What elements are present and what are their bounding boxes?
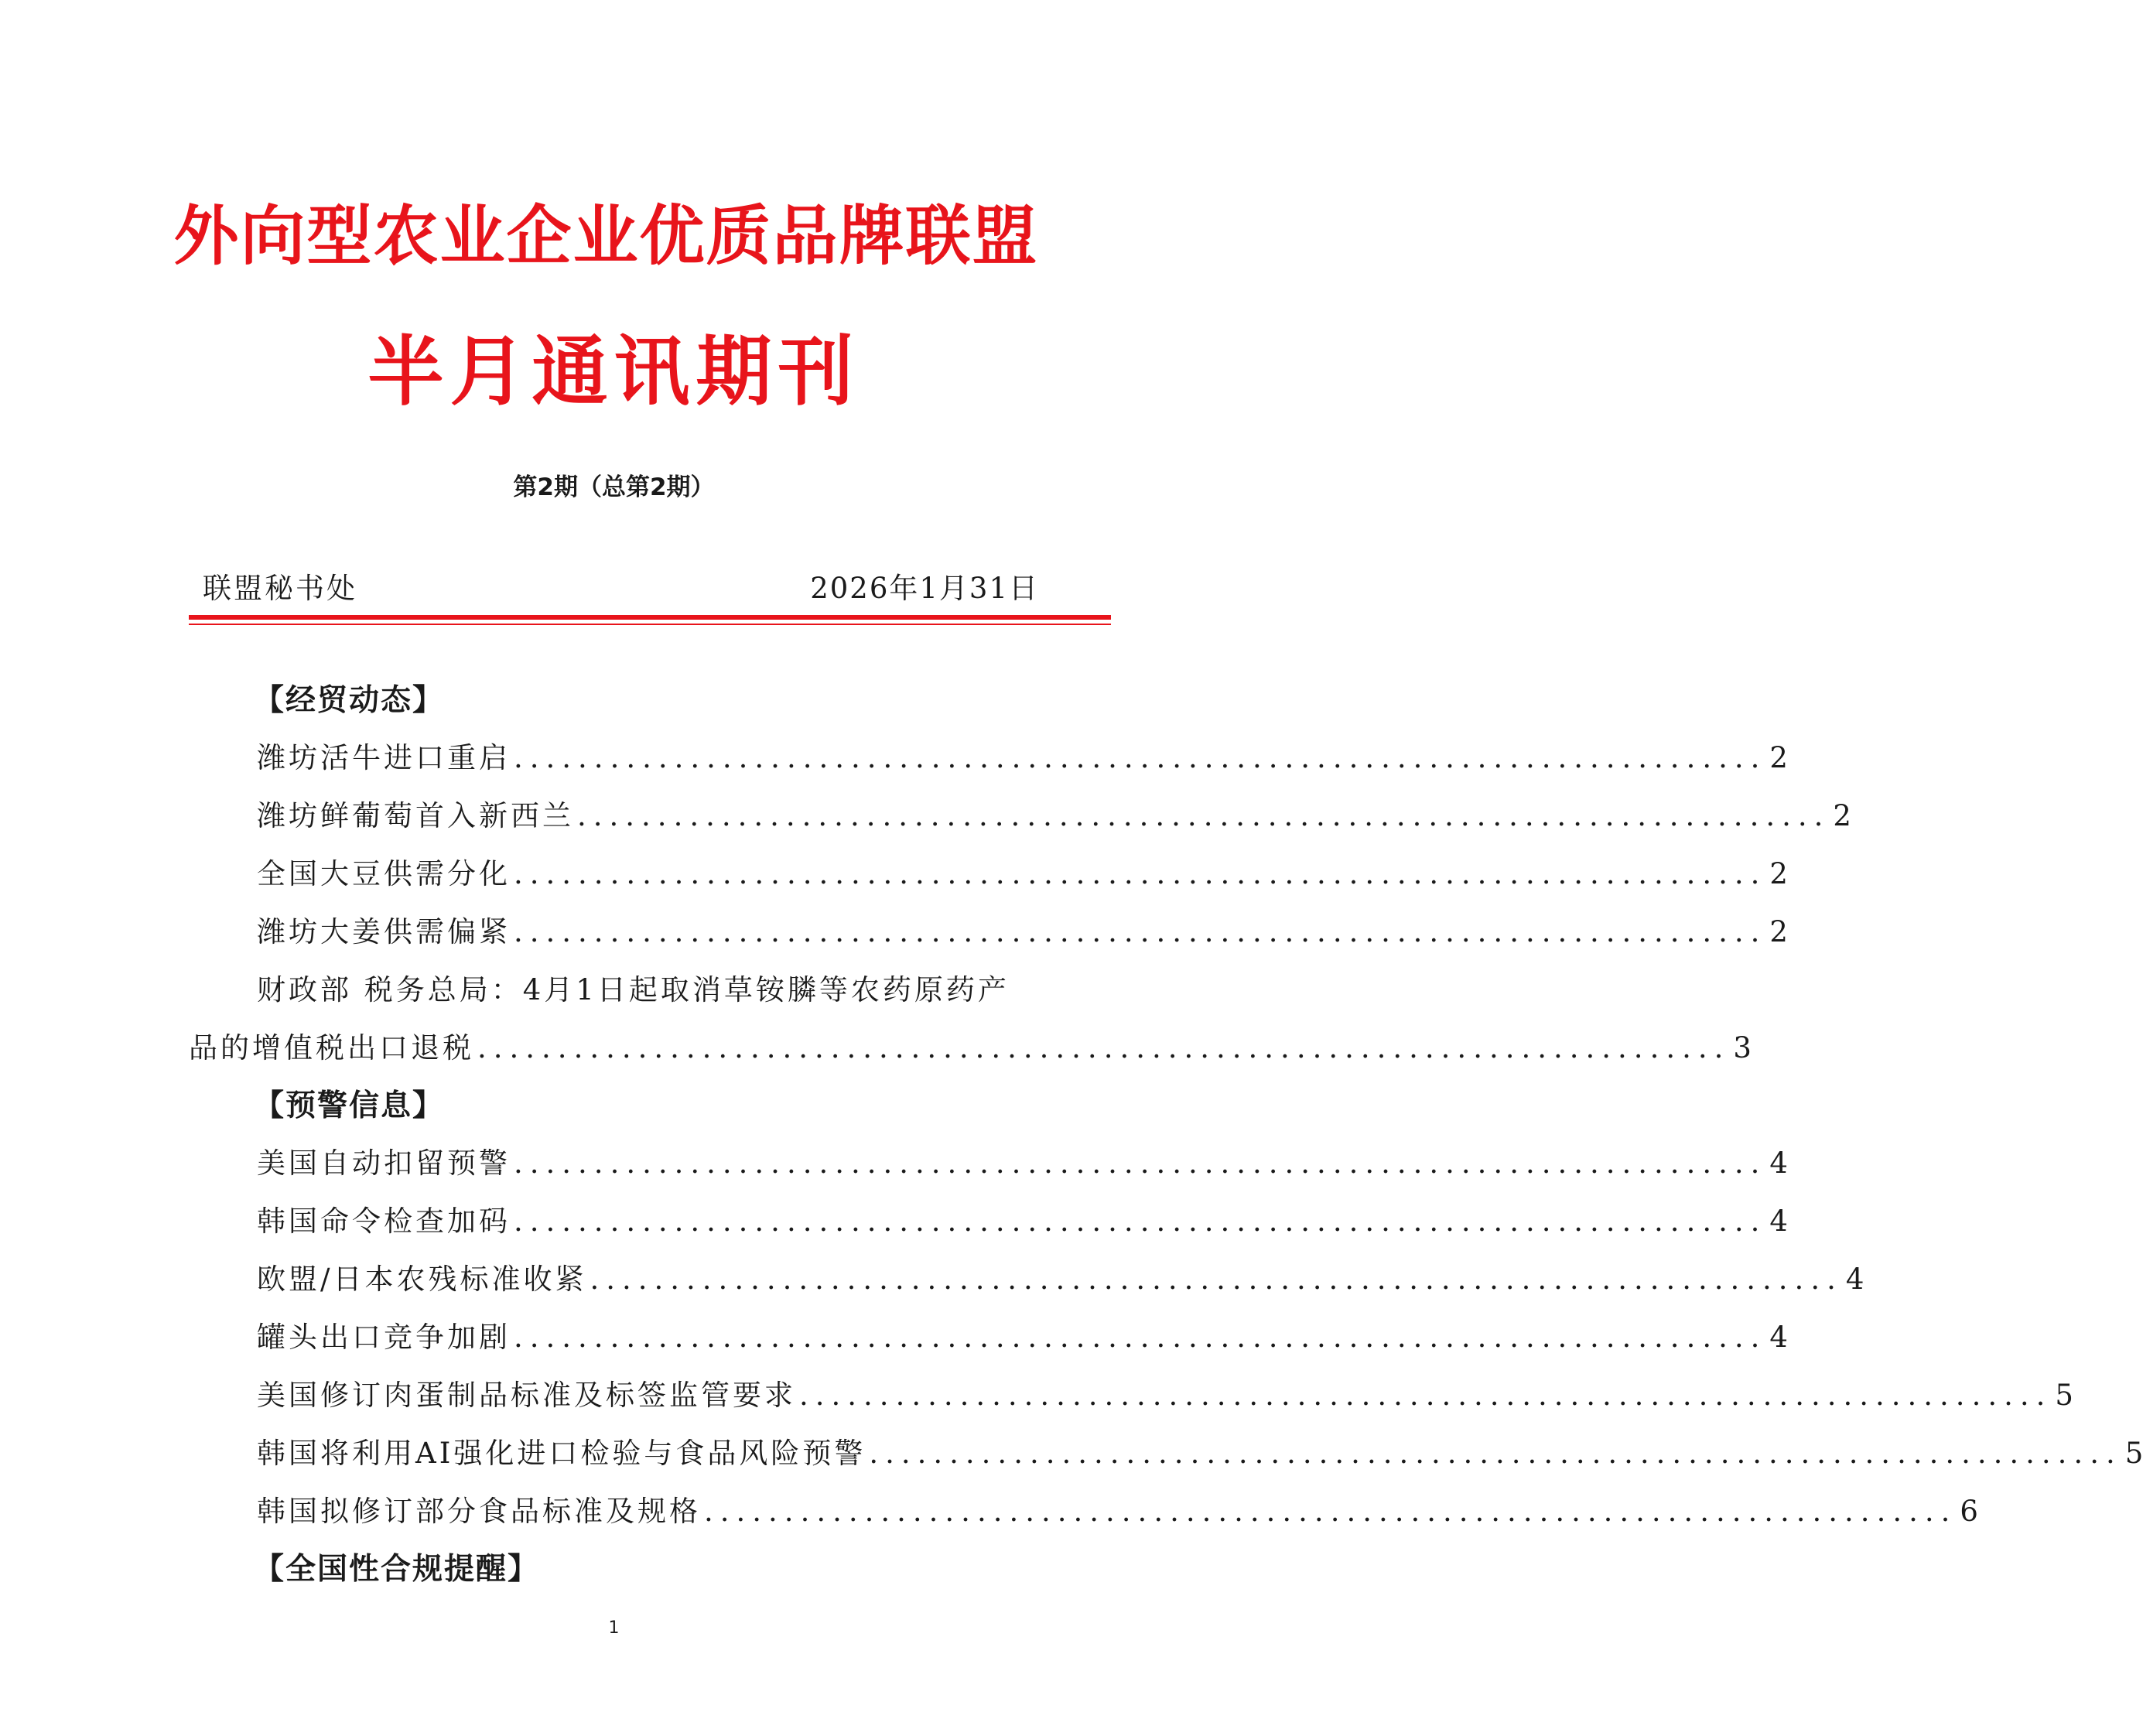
toc-entry[interactable] xyxy=(189,961,1752,1077)
toc-entry[interactable] xyxy=(189,845,1788,903)
publication-subtitle: 半月通讯期刊 xyxy=(367,327,860,416)
toc-entry-page: 2 xyxy=(1769,741,1788,774)
table-of-contents xyxy=(189,672,2143,1598)
toc-entry[interactable] xyxy=(189,1424,2143,1482)
toc-entry-page: 2 xyxy=(1833,799,1851,832)
toc-entry-page: 6 xyxy=(1960,1495,1978,1528)
toc-entry-page: 4 xyxy=(1845,1263,1864,1296)
page-number: 1 xyxy=(608,1618,620,1638)
toc-section-heading: 【全国性合规提醒】 xyxy=(254,1551,540,1587)
toc-entry[interactable] xyxy=(189,1482,1978,1540)
toc-section-heading: 【预警信息】 xyxy=(254,1088,445,1123)
toc-entry-page: 4 xyxy=(1769,1147,1788,1180)
header-rule-thin xyxy=(189,624,1111,625)
toc-entry-label: 美国修订肉蛋制品标准及标签监管要求 xyxy=(257,1379,796,1412)
toc-leader-dots: .............................................................................. xyxy=(590,1263,1843,1296)
toc-leader-dots: .............................................................................. xyxy=(477,1031,1731,1064)
publish-date: 2026年1月31日 xyxy=(810,572,1039,605)
toc-leader-dots: .............................................................................. xyxy=(514,915,1767,948)
toc-entry-label: 美国自动扣留预警 xyxy=(257,1147,511,1180)
toc-entry[interactable] xyxy=(189,729,1788,787)
toc-entry[interactable] xyxy=(189,1192,1788,1250)
toc-leader-dots: .............................................................................. xyxy=(704,1495,1957,1528)
toc-entry-label: 潍坊活牛进口重启 xyxy=(257,741,511,774)
toc-entry-page: 4 xyxy=(1769,1205,1788,1238)
toc-entry-label-line1: 财政部 税务总局：4月1日起取消草铵膦等农药原药产 xyxy=(257,973,1010,1006)
toc-leader-dots: .............................................................................. xyxy=(869,1437,2122,1470)
toc-leader-dots: .............................................................................. xyxy=(799,1379,2052,1412)
toc-entry[interactable] xyxy=(189,1308,1788,1366)
toc-entry-label: 欧盟/日本农残标准收紧 xyxy=(257,1263,587,1296)
toc-entry-page: 5 xyxy=(2055,1379,2073,1412)
toc-entry-label: 韩国命令检查加码 xyxy=(257,1205,511,1238)
toc-entry-label: 潍坊大姜供需偏紧 xyxy=(257,915,511,948)
toc-leader-dots: .............................................................................. xyxy=(577,799,1830,832)
toc-entry-page: 2 xyxy=(1769,915,1788,948)
header-rule-thick xyxy=(189,615,1111,620)
toc-entry[interactable] xyxy=(189,1134,1788,1192)
toc-leader-dots: .............................................................................. xyxy=(514,741,1767,774)
toc-section-heading: 【经贸动态】 xyxy=(254,682,445,718)
issue-number: 第2期（总第2期） xyxy=(513,473,715,501)
toc-entry-label: 韩国拟修订部分食品标准及规格 xyxy=(257,1495,701,1528)
toc-entry-label-line2: 品的增值税出口退税 xyxy=(189,1031,474,1064)
publication-title: 外向型农业企业优质品牌联盟 xyxy=(173,197,1039,274)
toc-entry-page: 2 xyxy=(1769,857,1788,890)
toc-entry-label: 潍坊鲜葡萄首入新西兰 xyxy=(257,799,574,832)
toc-entry-page: 5 xyxy=(2124,1437,2143,1470)
toc-entry-label: 罐头出口竞争加剧 xyxy=(257,1321,511,1354)
publisher: 联盟秘书处 xyxy=(203,572,357,605)
toc-entry-page: 4 xyxy=(1769,1321,1788,1354)
toc-entry-page: 3 xyxy=(1733,1031,1752,1064)
toc-entry[interactable] xyxy=(189,787,1851,845)
toc-leader-dots: .............................................................................. xyxy=(514,1205,1767,1238)
toc-entry-label: 全国大豆供需分化 xyxy=(257,857,511,890)
toc-entry-label: 韩国将利用AI强化进口检验与食品风险预警 xyxy=(257,1437,866,1470)
toc-entry[interactable] xyxy=(189,1250,1864,1308)
toc-entry[interactable] xyxy=(189,903,1788,961)
toc-entry[interactable] xyxy=(189,1366,2073,1424)
toc-leader-dots: .............................................................................. xyxy=(514,1147,1767,1180)
toc-leader-dots: .............................................................................. xyxy=(514,1321,1767,1354)
toc-leader-dots: .............................................................................. xyxy=(514,857,1767,890)
